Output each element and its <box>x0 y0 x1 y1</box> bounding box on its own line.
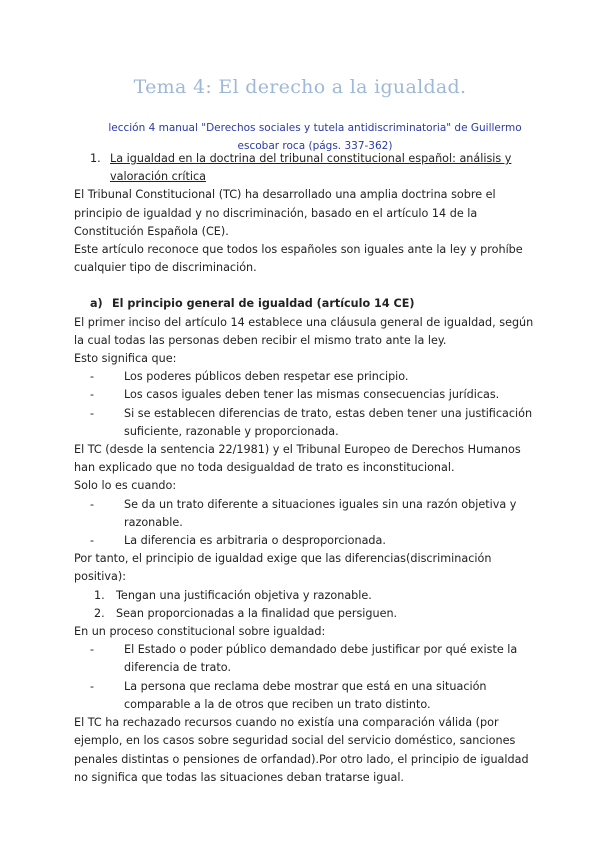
section-heading <box>74 150 544 186</box>
paragraph: El TC (desde la sentencia 22/1981) y el Tribunal Europeo de Derechos Humanos han explicado que no toda desigualdad de trato es inconstitucional. <box>74 443 521 475</box>
subsection-heading-text: El principio general de igualdad (artículo 14 CE) <box>112 297 415 311</box>
list-item: - Se da un trato diferente a situaciones iguales sin una razón objetiva y razonable. <box>90 497 517 529</box>
list-item: - Si se establecen diferencias de trato, estas deben tener una justificación suficiente, razonable y proporcionada. <box>90 406 533 438</box>
list-item: - La diferencia es arbitraria o desproporcionada. <box>90 534 386 548</box>
list-item: - Los casos iguales deben tener las mismas consecuencias jurídicas. <box>90 388 500 402</box>
list-item: 2. Sean proporcionadas a la finalidad que persiguen. <box>94 606 398 620</box>
list-item: - La persona que reclama debe mostrar que está en una situación comparable a la de otros que reciben un trato distinto. <box>90 679 487 711</box>
subsection-heading <box>74 295 544 313</box>
paragraph: En un proceso constitucional sobre igualdad: <box>74 625 326 639</box>
paragraph: El TC ha rechazado recursos cuando no existía una comparación válida (por ejemplo, en los casos sobre seguridad social del servicio doméstico, sanciones penales distintas o pensiones de orfandad).Por otro lado, el principio de igualdad no significa que todas las situaciones deban tratarse igual. <box>74 716 529 784</box>
section-number: 1. <box>90 152 101 165</box>
section-heading-text: La igualdad en la doctrina del tribunal constitucional español: análisis y valoración crítica <box>110 152 512 184</box>
paragraph: El primer inciso del artículo 14 establece una cláusula general de igualdad, según la cual todas las personas deben recibir el mismo trato ante la ley. <box>74 315 534 347</box>
list-item: 1. Tengan una justificación objetiva y razonable. <box>94 588 372 602</box>
list-item: - El Estado o poder público demandado debe justificar por qué existe la diferencia de trato. <box>90 643 518 675</box>
paragraph: Por tanto, el principio de igualdad exige que las diferencias(discriminación positiva): <box>74 552 492 584</box>
list-item: - Los poderes públicos deben respetar ese principio. <box>90 370 409 384</box>
paragraph: El Tribunal Constitucional (TC) ha desarrollado una amplia doctrina sobre el principio de igualdad y no discriminación, basado en el artículo 14 de la Constitución Española (CE). <box>74 188 496 238</box>
page-title: Tema 4: El derecho a la igualdad. <box>133 76 467 98</box>
paragraph: Solo lo es cuando: <box>74 479 177 493</box>
document-body <box>74 150 544 787</box>
subsection-label: a) <box>90 297 103 311</box>
page-subtitle: lección 4 manual "Derechos sociales y tutela antidiscriminatoria" de Guillermo escobar roca (págs. 337-362) <box>108 122 522 152</box>
paragraph: Esto significa que: <box>74 352 177 366</box>
paragraph: Este artículo reconoce que todos los españoles son iguales ante la ley y prohíbe cualquier tipo de discriminación. <box>74 243 523 275</box>
